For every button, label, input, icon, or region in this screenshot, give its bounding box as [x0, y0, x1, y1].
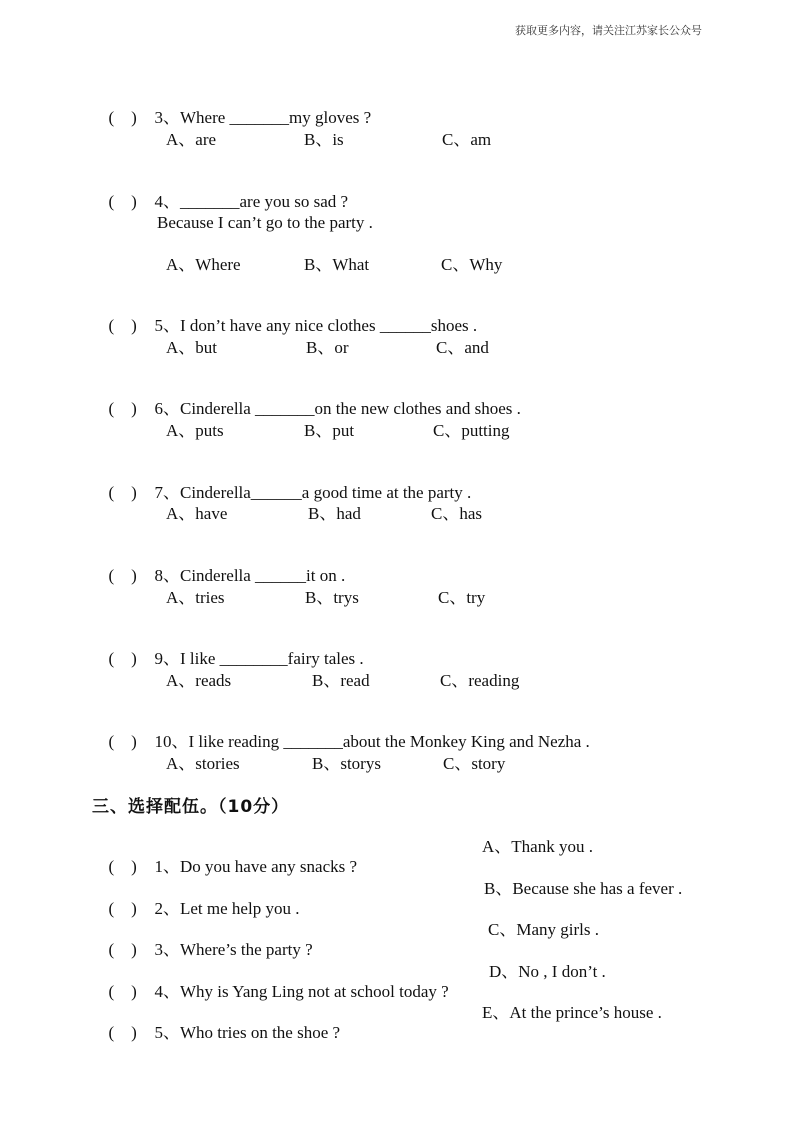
question-stem: 5、I don’t have any nice clothes ______shoes .	[154, 316, 478, 335]
option-a[interactable]: A、reads	[166, 671, 232, 690]
option-b[interactable]: B、had	[308, 504, 361, 523]
match-answer-c: C、Many girls .	[488, 920, 599, 939]
match-answer-a: A、Thank you .	[482, 837, 593, 856]
option-a[interactable]: A、puts	[166, 421, 224, 440]
match-answer-b: B、Because she has a fever .	[484, 879, 683, 898]
question-stem: 4、_______are you so sad ?	[154, 192, 349, 211]
answer-paren[interactable]: ( )	[108, 732, 137, 751]
answer-paren[interactable]: ( )	[108, 316, 137, 335]
match-item-2	[100, 879, 299, 919]
header-note: 获取更多内容，请关注江苏家长公众号	[515, 24, 702, 37]
option-c[interactable]: C、try	[438, 588, 486, 607]
answer-paren[interactable]: ( )	[108, 649, 137, 668]
answer-paren[interactable]: ( )	[108, 899, 137, 918]
option-a[interactable]: A、but	[166, 338, 217, 357]
match-item-5	[100, 1003, 340, 1043]
match-stem: 5、Who tries on the shoe ?	[154, 1023, 341, 1042]
match-stem: 3、Where’s the party ?	[154, 940, 313, 959]
match-answer-e: E、At the prince’s house .	[482, 1003, 662, 1022]
answer-paren[interactable]: ( )	[108, 399, 137, 418]
answer-paren[interactable]: ( )	[108, 483, 137, 502]
answer-paren[interactable]: ( )	[108, 857, 137, 876]
match-answer-d: D、No , I don’t .	[489, 962, 606, 981]
match-stem: 2、Let me help you .	[154, 899, 300, 918]
option-c[interactable]: C、Why	[441, 255, 503, 274]
question-6	[100, 379, 521, 419]
answer-paren[interactable]: ( )	[108, 1023, 137, 1042]
question-3	[100, 88, 371, 128]
option-a[interactable]: A、stories	[166, 754, 240, 773]
option-c[interactable]: C、am	[442, 130, 492, 149]
question-4	[100, 172, 348, 212]
question-stem: 9、I like ________fairy tales .	[154, 649, 364, 668]
match-stem: 4、Why is Yang Ling not at school today ?	[154, 982, 449, 1001]
option-a[interactable]: A、Where	[166, 255, 241, 274]
question-stem: 3、Where _______my gloves ?	[154, 108, 372, 127]
match-item-3	[100, 920, 313, 960]
option-b[interactable]: B、trys	[305, 588, 359, 607]
question-stem: 8、Cinderella ______it on .	[154, 566, 346, 585]
option-b[interactable]: B、read	[312, 671, 370, 690]
question-5	[100, 296, 477, 336]
question-9	[100, 629, 364, 669]
option-b[interactable]: B、What	[304, 255, 370, 274]
question-stem: 6、Cinderella _______on the new clothes and shoes .	[154, 399, 521, 418]
option-a[interactable]: A、tries	[166, 588, 225, 607]
answer-paren[interactable]: ( )	[108, 940, 137, 959]
match-item-1	[100, 837, 357, 877]
option-c[interactable]: C、reading	[440, 671, 520, 690]
question-10	[100, 712, 590, 752]
option-b[interactable]: B、or	[306, 338, 349, 357]
question-4-context: Because I can’t go to the party .	[157, 213, 373, 232]
option-b[interactable]: B、put	[304, 421, 355, 440]
answer-paren[interactable]: ( )	[108, 982, 137, 1001]
answer-paren[interactable]: ( )	[108, 192, 137, 211]
option-b[interactable]: B、storys	[312, 754, 381, 773]
section-title: 三、选择配伍。（10分）	[92, 797, 290, 817]
answer-paren[interactable]: ( )	[108, 108, 137, 127]
option-c[interactable]: C、story	[443, 754, 506, 773]
option-c[interactable]: C、and	[436, 338, 489, 357]
question-stem: 10、I like reading _______about the Monkey King and Nezha .	[154, 732, 590, 751]
answer-paren[interactable]: ( )	[108, 566, 137, 585]
question-stem: 7、Cinderella______a good time at the party .	[154, 483, 472, 502]
option-c[interactable]: C、putting	[433, 421, 510, 440]
option-b[interactable]: B、is	[304, 130, 344, 149]
option-a[interactable]: A、have	[166, 504, 228, 523]
match-item-4	[100, 962, 449, 1002]
question-8	[100, 546, 345, 586]
option-c[interactable]: C、has	[431, 504, 482, 523]
question-7	[100, 463, 471, 503]
match-stem: 1、Do you have any snacks ?	[154, 857, 358, 876]
option-a[interactable]: A、are	[166, 130, 217, 149]
